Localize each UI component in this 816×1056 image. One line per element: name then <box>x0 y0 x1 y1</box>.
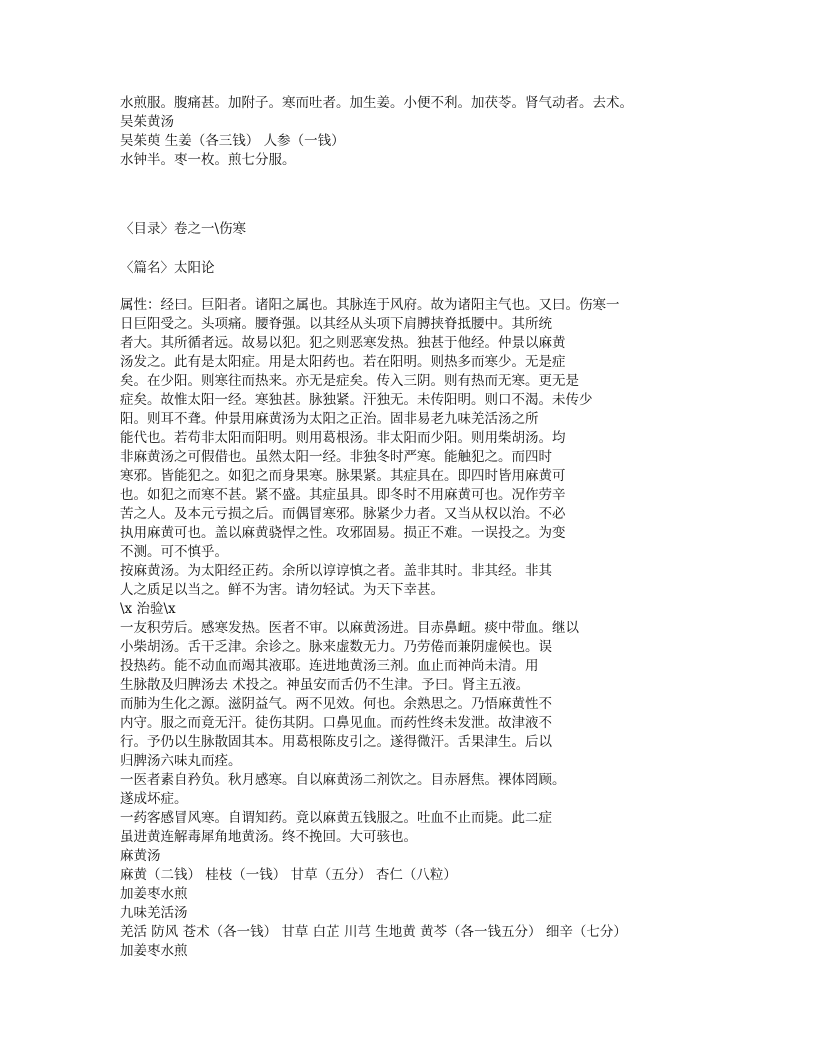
text-line: 生脉散及归脾汤去 术投之。神虽安而舌仍不生津。予曰。肾主五液。 <box>120 677 530 693</box>
formula-title: 九味羌活汤 <box>120 905 188 921</box>
text-line: 症矣。故惟太阳一经。寒独甚。脉独紧。汗独无。未传阳明。则口不渴。未传少 <box>120 392 593 408</box>
text-line: 日巨阳受之。头项痛。腰脊强。以其经从头项下肩膊挟脊抵腰中。其所统 <box>120 316 552 332</box>
formula-instructions: 水钟半。枣一枚。煎七分服。 <box>120 152 296 168</box>
text-line: 一医者素自矜负。秋月感寒。自以麻黄汤二剂饮之。目赤唇焦。裸体罔顾。 <box>120 772 566 788</box>
catalog-heading: 〈目录〉卷之一\伤寒 <box>120 221 247 237</box>
text-line: 归脾汤六味丸而痊。 <box>120 753 242 769</box>
formula-ingredients: 吴茱萸 生姜（各三钱） 人参（一钱） <box>120 133 345 149</box>
text-line: 按麻黄汤。为太阳经正药。余所以谆谆慎之者。盖非其时。非其经。非其 <box>120 563 552 579</box>
text-line: 行。予仍以生脉散固其本。用葛根陈皮引之。遂得微汗。舌果津生。后以 <box>120 734 552 750</box>
case-section-marker: \x 治验\x <box>120 601 176 617</box>
formula-title: 麻黄汤 <box>120 848 161 864</box>
text-line: 不测。可不慎乎。 <box>120 544 228 560</box>
text-line: 也。如犯之而寒不甚。紧不盛。其症虽具。即冬时不用麻黄可也。况作劳辛 <box>120 487 566 503</box>
text-line: 虽进黄连解毒犀角地黄汤。终不挽回。大可骇也。 <box>120 829 417 845</box>
formula-instructions: 加姜枣水煎 <box>120 943 188 959</box>
text-line: 阳。则耳不聋。仲景用麻黄汤为太阳之正治。固非易老九味羌活汤之所 <box>120 411 539 427</box>
text-line: 一友积劳后。感寒发热。医者不审。以麻黄汤进。目赤鼻衄。痰中带血。继以 <box>120 620 579 636</box>
text-line: 者大。其所循者远。故易以犯。犯之则恶寒发热。独甚于他经。仲景以麻黄 <box>120 335 566 351</box>
formula-instructions: 加姜枣水煎 <box>120 886 188 902</box>
text-line: 遂成坏症。 <box>120 791 188 807</box>
text-line: 内守。服之而竟无汗。徒伤其阴。口鼻见血。而药性终未发泄。故津液不 <box>120 715 552 731</box>
text-line: 一药客感冒风寒。自谓知药。竟以麻黄五钱服之。吐血不止而毙。此二症 <box>120 810 552 826</box>
text-line: 投热药。能不动血而竭其液耶。连进地黄汤三剂。血止而神尚未清。用 <box>120 658 539 674</box>
text-line: 汤发之。此有是太阳症。用是太阳药也。若在阳明。则热多而寒少。无是症 <box>120 354 566 370</box>
text-line: 而肺为生化之源。滋阴益气。两不见效。何也。余熟思之。乃悟麻黄性不 <box>120 696 552 712</box>
text-line: 矣。在少阳。则寒往而热来。亦无是症矣。传入三阴。则有热而无寒。更无是 <box>120 373 579 389</box>
text-line: 水煎服。腹痛甚。加附子。寒而吐者。加生姜。小便不利。加茯苓。肾气动者。去术。 <box>120 95 633 111</box>
text-line: 人之质足以当之。鲜不为害。请勿轻试。为天下幸甚。 <box>120 582 444 598</box>
text-line: 寒邪。皆能犯之。如犯之而身果寒。脉果紧。其症具在。即四时皆用麻黄可 <box>120 468 566 484</box>
formula-ingredients: 麻黄（二钱） 桂枝（一钱） 甘草（五分） 杏仁（八粒） <box>120 867 457 883</box>
chapter-heading: 〈篇名〉太阳论 <box>120 260 215 276</box>
text-line: 小柴胡汤。舌干乏津。余诊之。脉来虚数无力。乃劳倦而兼阴虚候也。误 <box>120 639 552 655</box>
body-text <box>120 296 680 961</box>
text-line: 非麻黄汤之可假借也。虽然太阳一经。非独冬时严寒。能触犯之。而四时 <box>120 449 552 465</box>
text-line: 苦之人。及本元亏损之后。而偶冒寒邪。脉紧少力者。又当从权以治。不必 <box>120 506 566 522</box>
text-line: 属性：经曰。巨阳者。诸阳之属也。其脉连于风府。故为诸阳主气也。又曰。伤寒一 <box>120 297 620 313</box>
formula-ingredients: 羌活 防风 苍术（各一钱） 甘草 白芷 川芎 生地黄 黄芩（各一钱五分） 细辛（七分） <box>120 924 627 940</box>
text-line: 执用麻黄可也。盖以麻黄骁悍之性。攻邪固易。损正不难。一误投之。为变 <box>120 525 566 541</box>
formula-title: 吴茱黄汤 <box>120 114 174 130</box>
top-section <box>120 94 680 170</box>
document-page <box>120 94 680 961</box>
text-line: 能代也。若苟非太阳而阳明。则用葛根汤。非太阳而少阳。则用柴胡汤。均 <box>120 430 566 446</box>
